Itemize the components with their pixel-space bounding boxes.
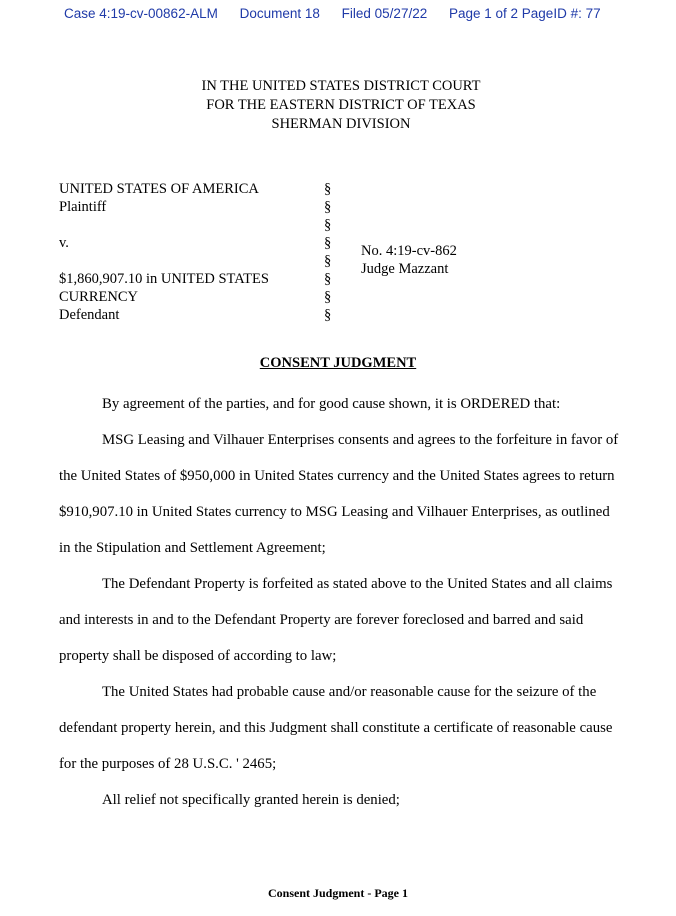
court-line-2: FOR THE EASTERN DISTRICT OF TEXAS <box>206 97 476 113</box>
paragraph-relief-denied: All relief not specifically granted herein is denied; <box>102 792 400 808</box>
ecf-header <box>64 6 656 21</box>
case-info <box>361 242 611 278</box>
section-symbol-column <box>324 180 344 324</box>
page-footer: Consent Judgment - Page 1 <box>268 886 408 900</box>
section-symbol: § <box>324 271 332 287</box>
section-symbol: § <box>324 199 332 215</box>
judgment-body <box>59 386 619 818</box>
section-symbol: § <box>324 289 332 305</box>
versus-label: v. <box>59 235 69 251</box>
court-line-1: IN THE UNITED STATES DISTRICT COURT <box>201 78 481 94</box>
judge-name: Judge Mazzant <box>361 261 449 277</box>
page-id-header: Page 1 of 2 PageID #: 77 <box>448 6 601 21</box>
section-symbol: § <box>324 307 332 323</box>
caption-blank-line <box>59 216 309 234</box>
defendant-label: Defendant <box>59 307 120 323</box>
section-symbol: § <box>324 217 332 233</box>
defendant-name-line-2: CURRENCY <box>59 289 138 305</box>
paragraph-forfeiture-agreement: MSG Leasing and Vilhauer Enterprises consents and agrees to the forfeiture in favor of the United States of $950,000 in United States currency and the United States agrees to return $910,907.10 in United States currency to MSG Leasing and Vilhauer Enterprises, as outlined in the Stipulation and Settlement Agreement; <box>59 432 619 556</box>
court-heading <box>0 77 676 134</box>
case-number: No. 4:19-cv-862 <box>361 243 457 259</box>
plaintiff-name: UNITED STATES OF AMERICA <box>59 181 259 197</box>
section-symbol: § <box>324 253 332 269</box>
section-symbol: § <box>324 181 332 197</box>
paragraph-property-forfeited: The Defendant Property is forfeited as stated above to the United States and all claims and interests in and to the Defendant Property are forever foreclosed and barred and said property shall be disposed of according to law; <box>59 576 613 664</box>
court-line-3: SHERMAN DIVISION <box>271 116 411 132</box>
document-title: CONSENT JUDGMENT <box>259 355 417 371</box>
case-number-header: Case 4:19-cv-00862-ALM <box>64 6 218 21</box>
defendant-name-line-1: $1,860,907.10 in UNITED STATES <box>59 271 269 287</box>
caption-parties <box>59 180 309 324</box>
paragraph-ordered: By agreement of the parties, and for good cause shown, it is ORDERED that: <box>102 396 561 412</box>
section-symbol: § <box>324 235 332 251</box>
caption-blank-line <box>59 252 309 270</box>
plaintiff-label: Plaintiff <box>59 199 107 215</box>
paragraph-probable-cause: The United States had probable cause and/or reasonable cause for the seizure of the defendant property herein, and this Judgment shall constitute a certificate of reasonable cause for the purposes of 28 U.S.C. ' 2465; <box>59 684 613 772</box>
filed-date-header: Filed 05/27/22 <box>341 6 428 21</box>
document-number-header: Document 18 <box>239 6 320 21</box>
